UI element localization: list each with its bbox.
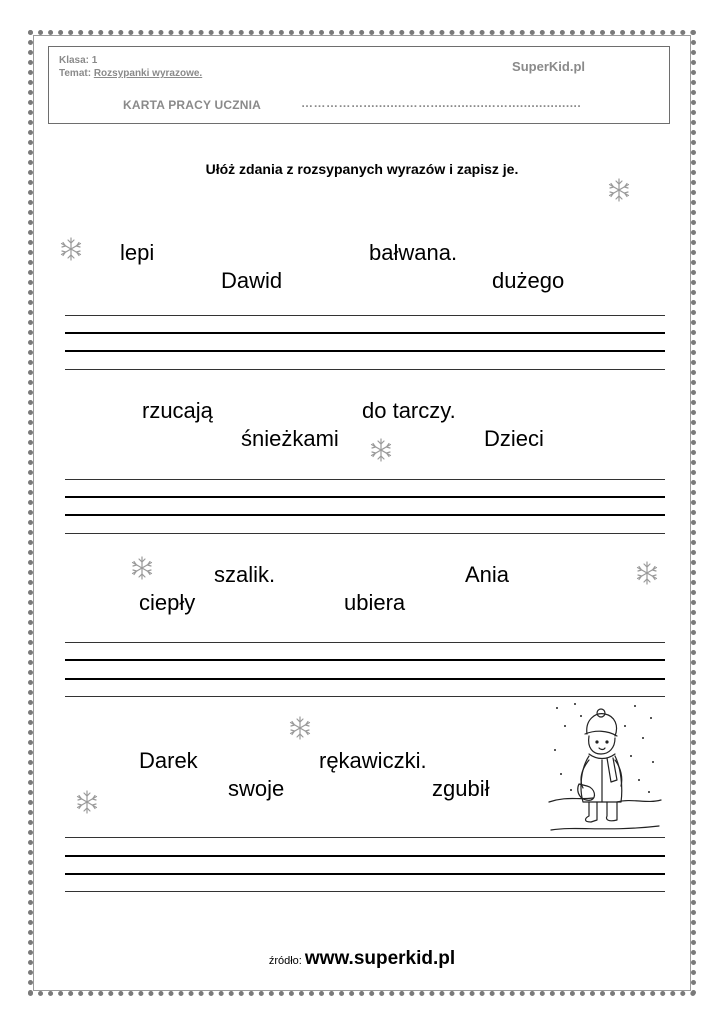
writing-line[interactable] — [65, 350, 665, 352]
page-inner-border — [33, 35, 691, 991]
word-tile: Darek — [139, 748, 198, 773]
writing-line[interactable] — [65, 642, 665, 643]
word-tile: Ania — [465, 562, 510, 587]
word-tile: ciepły — [139, 590, 196, 615]
word-tile: dużego — [492, 268, 565, 293]
writing-line[interactable] — [65, 479, 665, 480]
footer-url[interactable]: www.superkid.pl — [304, 948, 456, 969]
writing-line[interactable] — [65, 369, 665, 370]
word-tile: bałwana. — [369, 240, 458, 265]
word-tile: ubiera — [344, 590, 406, 615]
topic-line — [59, 68, 202, 79]
student-name-blank: ……………...........…….................…................... — [301, 96, 582, 110]
instruction-text: Ułóż zdania z rozsypanych wyrazów i zapisz je. — [205, 161, 519, 177]
writing-line[interactable] — [65, 696, 665, 697]
brand-name: SuperKid.pl — [512, 59, 585, 74]
footer — [0, 948, 724, 970]
topic-label: Temat: — [59, 68, 92, 79]
word-tile: swoje — [228, 776, 285, 801]
writing-line[interactable] — [65, 533, 665, 534]
word-tile: śnieżkami — [241, 426, 339, 451]
writing-line[interactable] — [65, 855, 665, 857]
writing-line[interactable] — [65, 873, 665, 875]
writing-line[interactable] — [65, 678, 665, 680]
class-label: Klasa: 1 — [59, 55, 98, 66]
word-tile: rzucają — [142, 398, 213, 423]
word-tile: szalik. — [214, 562, 276, 587]
snowflake-icon — [129, 555, 155, 581]
writing-line[interactable] — [65, 891, 665, 892]
word-tile: zgubił — [432, 776, 490, 801]
snowflake-icon — [58, 236, 84, 262]
footer-label: źródło: — [268, 955, 302, 967]
writing-line[interactable] — [65, 514, 665, 516]
snowflake-icon — [368, 437, 394, 463]
snowflake-icon — [74, 789, 100, 815]
writing-line[interactable] — [65, 837, 665, 838]
topic-title: Rozsypanki wyrazowe. — [93, 68, 203, 79]
snowflake-icon — [606, 177, 632, 203]
snowflake-icon — [287, 715, 313, 741]
worksheet-title: KARTA PRACY UCZNIA — [123, 98, 262, 112]
word-tile: do tarczy. — [362, 398, 456, 423]
worksheet-header — [48, 46, 670, 124]
word-tile: Dawid — [221, 268, 283, 293]
snowflake-icon — [634, 560, 660, 586]
writing-line[interactable] — [65, 659, 665, 661]
writing-line[interactable] — [65, 332, 665, 334]
writing-line[interactable] — [65, 496, 665, 498]
word-tile: lepi — [120, 240, 155, 265]
word-tile: rękawiczki. — [319, 748, 427, 773]
writing-line[interactable] — [65, 315, 665, 316]
child-in-snow-illustration — [547, 698, 663, 836]
word-tile: Dzieci — [484, 426, 544, 451]
